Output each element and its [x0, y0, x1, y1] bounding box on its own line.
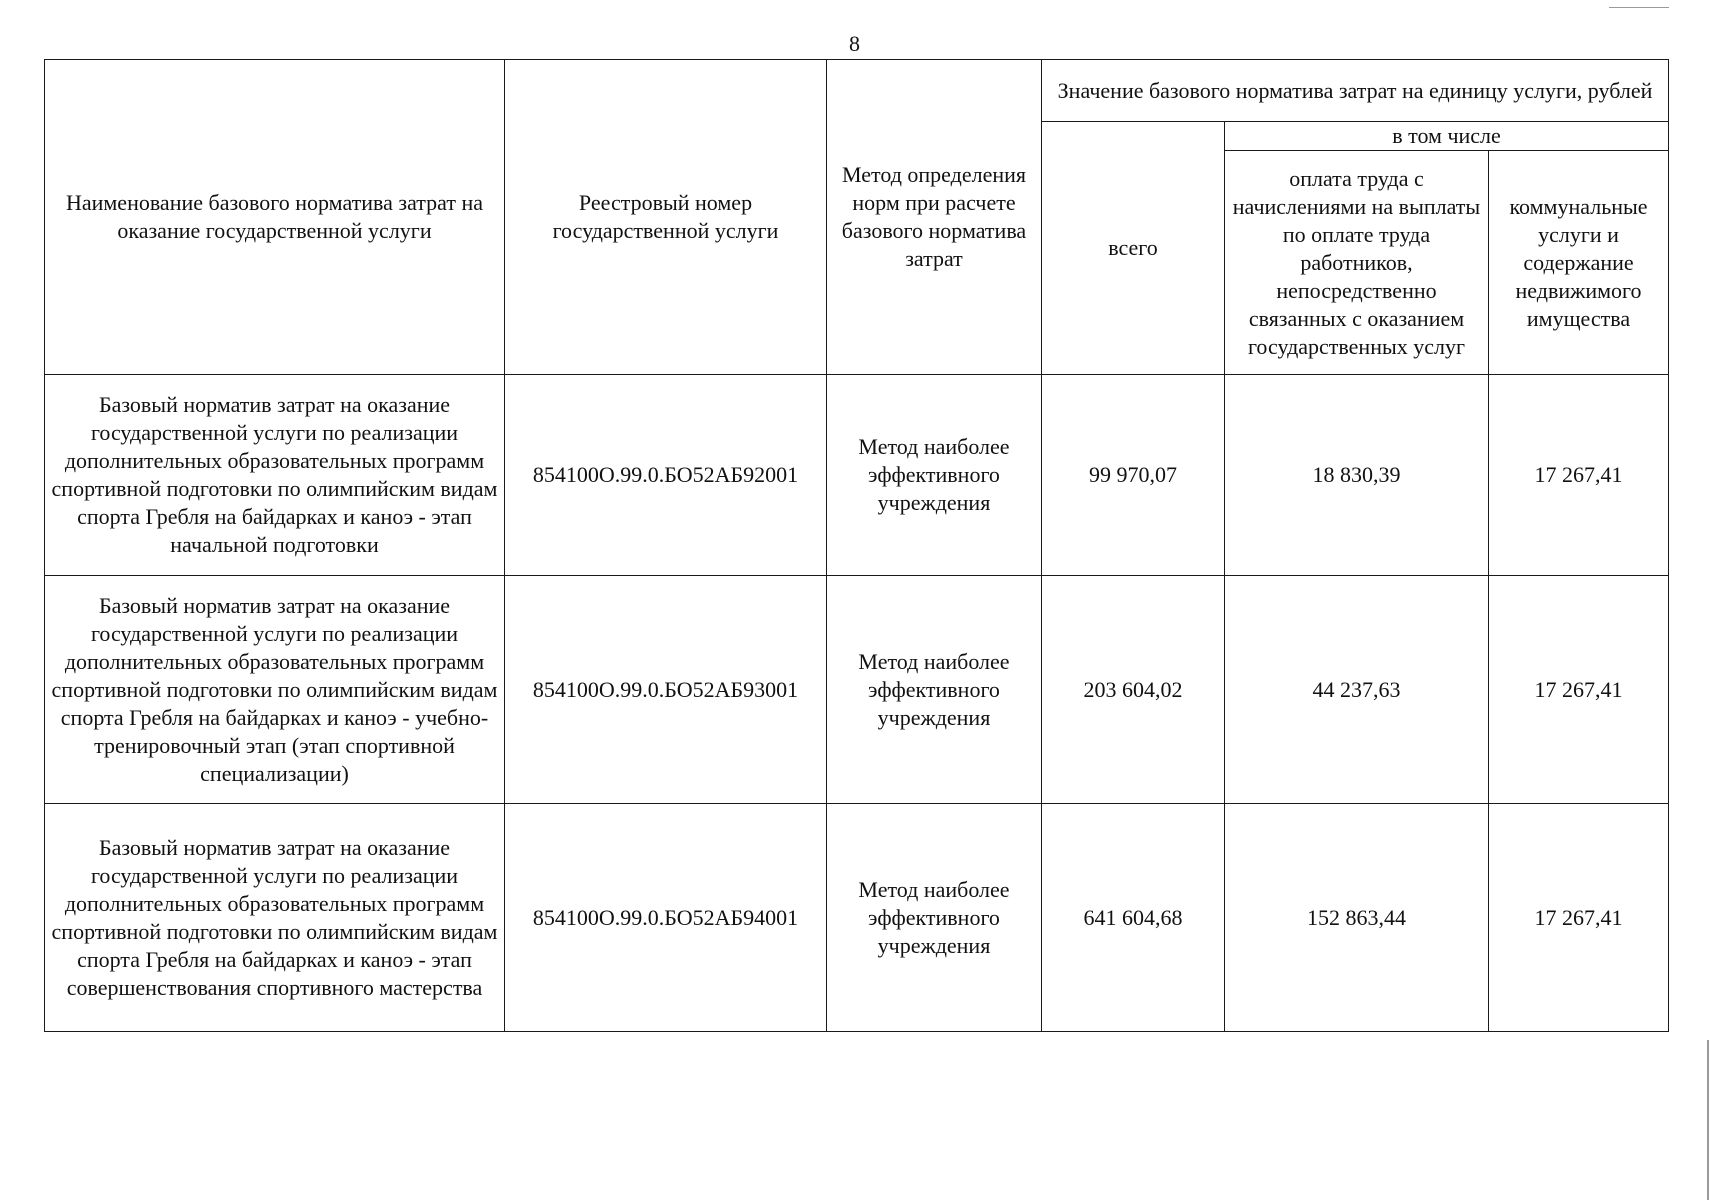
row-method: Метод наиболее эффективного учреждения	[827, 576, 1042, 804]
row-registry-number: 854100О.99.0.БО52АБ94001	[505, 804, 827, 1032]
row-utilities: 17 267,41	[1489, 375, 1669, 576]
header-value-group: Значение базового норматива затрат на единицу услуги, рублей	[1042, 60, 1669, 122]
base-cost-norms-table	[44, 59, 1669, 1032]
table-row	[45, 804, 1669, 1032]
header-method: Метод определения норм при расчете базового норматива затрат	[827, 60, 1042, 375]
table-row	[45, 576, 1669, 804]
row-name: Базовый норматив затрат на оказание государственной услуги по реализации дополнительных образовательных программ спортивной подготовки по олимпийским видам спорта Гребля на байдарках и каноэ - этап совершенствования спортивного мастерства	[45, 804, 505, 1032]
row-utilities: 17 267,41	[1489, 576, 1669, 804]
row-method: Метод наиболее эффективного учреждения	[827, 804, 1042, 1032]
header-row-1	[45, 60, 1669, 122]
table-row	[45, 375, 1669, 576]
page-number: 8	[849, 31, 860, 56]
row-utilities: 17 267,41	[1489, 804, 1669, 1032]
row-labor: 18 830,39	[1225, 375, 1489, 576]
header-total: всего	[1042, 122, 1225, 375]
row-labor: 44 237,63	[1225, 576, 1489, 804]
scan-edge-mark	[1609, 7, 1669, 8]
row-total: 99 970,07	[1042, 375, 1225, 576]
header-registry-number: Реестровый номер государственной услуги	[505, 60, 827, 375]
row-registry-number: 854100О.99.0.БО52АБ92001	[505, 375, 827, 576]
header-name: Наименование базового норматива затрат на оказание государственной услуги	[45, 60, 505, 375]
row-labor: 152 863,44	[1225, 804, 1489, 1032]
row-registry-number: 854100О.99.0.БО52АБ93001	[505, 576, 827, 804]
header-utilities: коммунальные услуги и содержание недвижимого имущества	[1489, 151, 1669, 375]
row-total: 203 604,02	[1042, 576, 1225, 804]
row-method: Метод наиболее эффективного учреждения	[827, 375, 1042, 576]
row-name: Базовый норматив затрат на оказание государственной услуги по реализации дополнительных образовательных программ спортивной подготовки по олимпийским видам спорта Гребля на байдарках и каноэ - учебно-тренировочный этап (этап спортивной специализации)	[45, 576, 505, 804]
header-labor: оплата труда с начислениями на выплаты по оплате труда работников, непосредственно связанных с оказанием государственных услуг	[1225, 151, 1489, 375]
row-name: Базовый норматив затрат на оказание государственной услуги по реализации дополнительных образовательных программ спортивной подготовки по олимпийским видам спорта Гребля на байдарках и каноэ - этап начальной подготовки	[45, 375, 505, 576]
row-total: 641 604,68	[1042, 804, 1225, 1032]
header-including: в том числе	[1225, 122, 1669, 151]
